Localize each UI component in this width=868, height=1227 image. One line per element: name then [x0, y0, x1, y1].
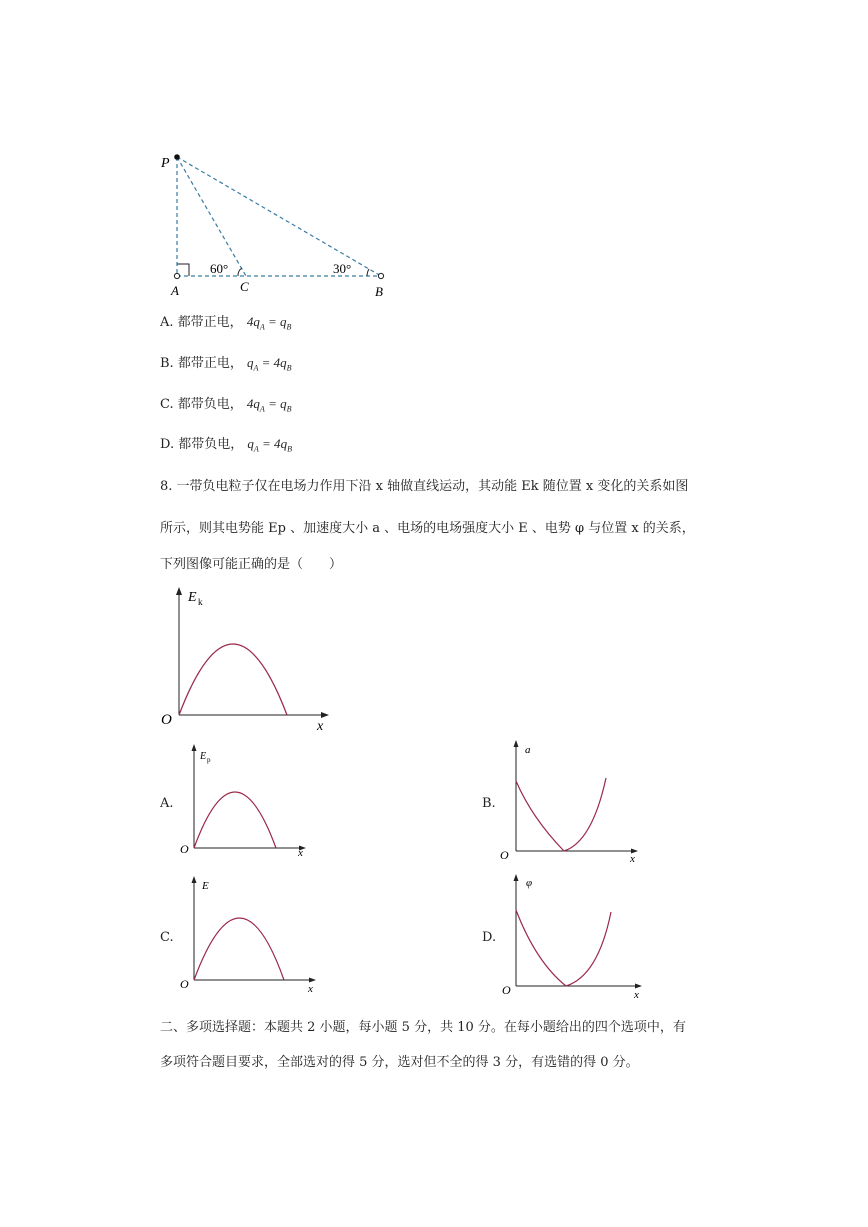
svg-text:O: O	[180, 842, 189, 856]
svg-text:x: x	[308, 983, 313, 994]
option-b: B. 都带正电， $q_A = 4q_B$	[160, 355, 292, 373]
formula-d: $q_A = 4q_B$	[247, 436, 292, 454]
svg-text:p: p	[207, 756, 211, 764]
option-c: C. 都带负电， $4q_A = q_B$	[160, 396, 292, 414]
section2-line2: 多项符合题目要求，全部选对的得 5 分，选对但不全的得 3 分，有选错的得 0 分。	[160, 1055, 639, 1070]
label-A: A	[171, 283, 179, 298]
graph-c-letter: C.	[160, 930, 174, 945]
svg-text:O: O	[500, 848, 509, 862]
graph-c	[178, 874, 323, 994]
question8-line1: 8. 一带负电粒子仅在电场力作用下沿 x 轴做直线运动，其动能 Ek 随位置 x 变化的关系如图	[160, 479, 689, 494]
graph-a	[178, 742, 313, 860]
svg-text:E: E	[202, 880, 209, 892]
label-C: C	[240, 279, 249, 294]
svg-text:x: x	[630, 853, 635, 865]
main-graph	[155, 585, 340, 735]
svg-text:φ: φ	[526, 877, 533, 889]
svg-text:a: a	[525, 744, 531, 756]
main-ysub: k	[198, 597, 203, 607]
graph-c-curve	[194, 918, 284, 980]
svg-text:O: O	[180, 977, 189, 991]
graph-a-letter: A.	[160, 796, 174, 811]
svg-text:x: x	[634, 989, 639, 1001]
label-P: P	[161, 156, 170, 171]
triangle-figure	[150, 145, 410, 305]
graph-b	[498, 738, 646, 865]
graph-b-curve	[516, 778, 606, 851]
label-B: B	[375, 284, 383, 299]
angle-60: 60°	[210, 261, 229, 276]
formula-a: $4q_A = q_B$	[246, 314, 292, 332]
graph-d-letter: D.	[482, 930, 497, 945]
main-curve	[179, 644, 287, 715]
option-a: A. 都带正电， $4q_A = q_B$	[160, 314, 292, 332]
svg-text:x: x	[298, 847, 303, 859]
formula-c: $4q_A = q_B$	[246, 396, 292, 414]
main-origin: O	[161, 712, 172, 728]
svg-text:O: O	[502, 983, 511, 997]
graph-d	[498, 872, 650, 1002]
question8-line3: 下列图像可能正确的是（ ）	[160, 557, 343, 572]
formula-b: $q_A = 4q_B$	[246, 355, 292, 373]
main-xlabel: x	[317, 719, 324, 734]
section2-line1: 二、多项选择题：本题共 2 小题，每小题 5 分，共 10 分。在每小题给出的四个选项中，有	[160, 1020, 686, 1035]
graph-a-curve	[194, 792, 276, 848]
main-ylabel: E	[188, 590, 197, 605]
angle-30: 30°	[333, 261, 352, 276]
question8-line2: 所示，则其电势能 Ep 、加速度大小 a 、电场的电场强度大小 E 、电势 φ 与位置 x 的关系，	[160, 521, 695, 536]
graph-d-curve	[516, 910, 611, 986]
option-d: D. 都带负电， $q_A = 4q_B$	[160, 436, 292, 454]
svg-text:E: E	[200, 751, 207, 762]
graph-b-letter: B.	[482, 796, 496, 811]
